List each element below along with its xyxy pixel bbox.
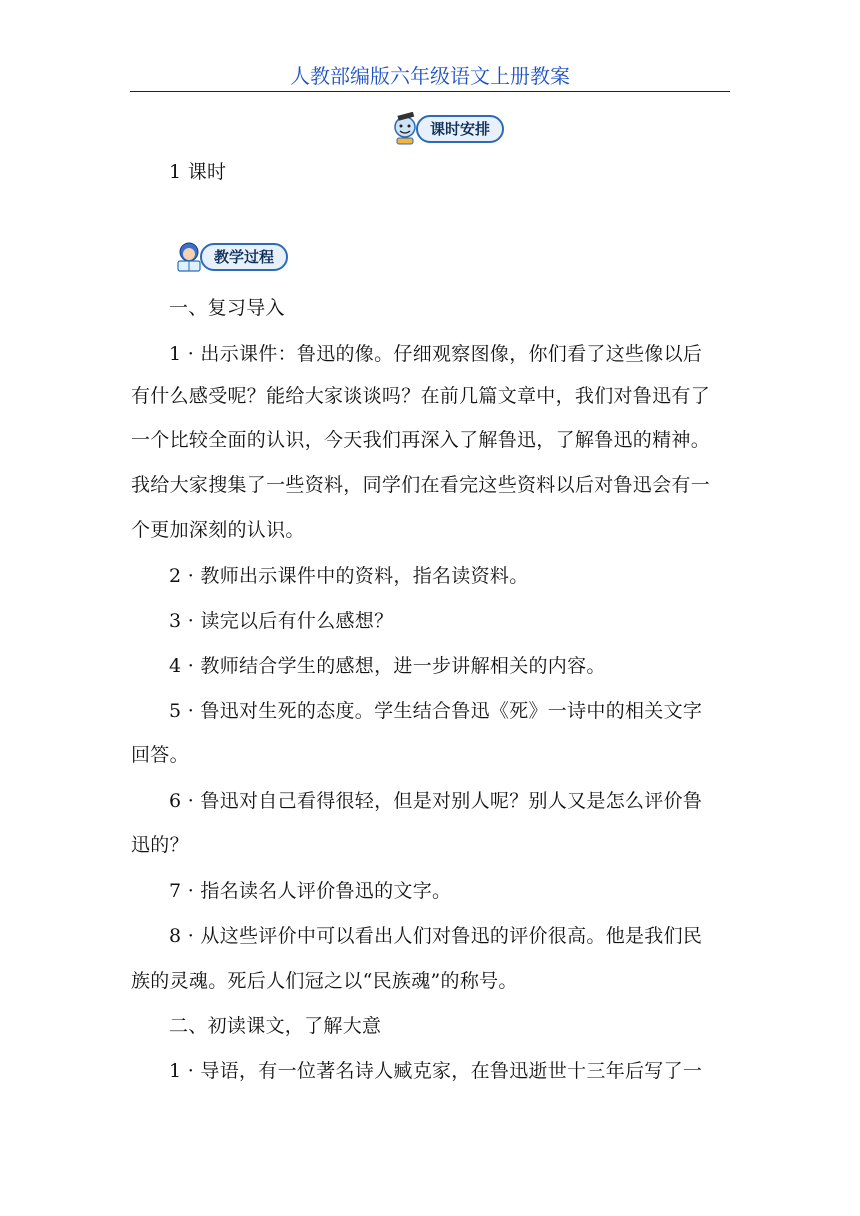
paragraph-line: 迅的？: [131, 834, 189, 856]
paragraph-line: 1 · 出示课件：鲁迅的像。仔细观察图像，你们看了这些像以后: [169, 343, 703, 365]
paragraph-line: 8 · 从这些评价中可以看出人们对鲁迅的评价很高。他是我们民: [169, 925, 703, 947]
section-heading: 一、复习导入: [169, 297, 285, 319]
student-reading-icon: [172, 240, 206, 274]
paragraph-line: 2 · 教师出示课件中的资料，指名读资料。: [169, 565, 529, 587]
header-divider: [130, 91, 730, 92]
paragraph-line: 回答。: [131, 744, 189, 766]
paragraph-line: 4 · 教师结合学生的感想，进一步讲解相关的内容。: [169, 655, 606, 677]
paragraph-line: 1 · 导语，有一位著名诗人臧克家，在鲁迅逝世十三年后写了一: [169, 1060, 703, 1082]
schedule-badge: [388, 112, 504, 146]
paragraph-line: 5 · 鲁迅对生死的态度。学生结合鲁迅《死》一诗中的相关文字: [169, 700, 703, 722]
process-badge-label: 教学过程: [200, 243, 288, 271]
paragraph-line: 3 · 读完以后有什么感想？: [169, 610, 394, 632]
section-heading: 二、初读课文，了解大意: [169, 1015, 382, 1037]
paragraph-line: 族的灵魂。死后人们冠之以“民族魂”的称号。: [131, 970, 518, 992]
mascot-icon: [388, 112, 422, 146]
schedule-text: 1 课时: [169, 161, 227, 183]
schedule-badge-label: 课时安排: [416, 115, 504, 143]
paragraph-line: 7 · 指名读名人评价鲁迅的文字。: [169, 880, 452, 902]
paragraph-line: 个更加深刻的认识。: [131, 519, 305, 541]
paragraph-line: 我给大家搜集了一些资料，同学们在看完这些资料以后对鲁迅会有一: [131, 474, 711, 496]
paragraph-line: 6 · 鲁迅对自己看得很轻，但是对别人呢？别人又是怎么评价鲁: [169, 790, 703, 812]
process-badge: [172, 240, 288, 274]
paragraph-line: 一个比较全面的认识，今天我们再深入了解鲁迅，了解鲁迅的精神。: [131, 429, 711, 451]
paragraph-line: 有什么感受呢？能给大家谈谈吗？在前几篇文章中，我们对鲁迅有了: [131, 385, 711, 407]
document-header-title: 人教部编版六年级语文上册教案: [290, 64, 570, 88]
